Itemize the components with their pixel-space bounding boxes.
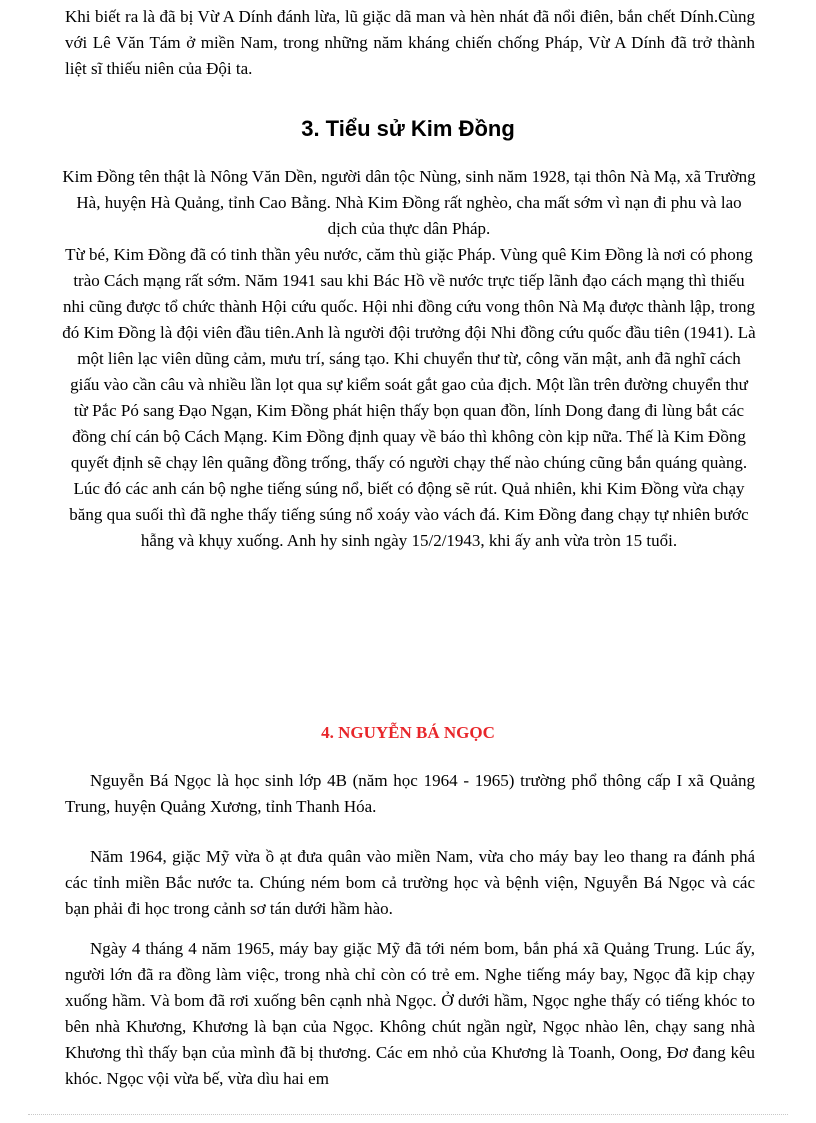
intro-paragraph: Khi biết ra là đã bị Vừ A Dính đánh lừa, lũ giặc dã man và hèn nhát đã nổi điên, bắn chết Dính.Cùng với Lê Văn Tám ở miền Nam, trong những năm kháng chiến chống Pháp, Vừ A Dính đã trở thành liệt sĩ thiếu niên của Đội ta.	[65, 7, 755, 78]
kim-dong-paragraph-1: Kim Đồng tên thật là Nông Văn Dền, người dân tộc Nùng, sinh năm 1928, tại thôn Nà Mạ, xã Trường Hà, huyện Hà Quảng, tỉnh Cao Bằng. Nhà Kim Đồng rất nghèo, cha mất sớm vì nạn đi phu và lao dịch của thực dân Pháp.	[62, 167, 756, 238]
section-3-heading: 3. Tiểu sử Kim Đồng	[301, 116, 515, 141]
section-3-body	[62, 164, 756, 554]
section-4-heading: 4. NGUYỄN BÁ NGỌC	[321, 723, 495, 742]
kim-dong-paragraph-2: Từ bé, Kim Đồng đã có tinh thần yêu nước, căm thù giặc Pháp. Vùng quê Kim Đồng là nơi có phong trào Cách mạng rất sớm. Năm 1941 sau khi Bác Hồ về nước trực tiếp lãnh đạo cách mạng thì thiếu nhi cũng được tổ chức thành Hội cứu quốc. Hội nhi đồng cứu vong thôn Nà Mạ được thành lập, trong đó Kim Đồng là đội viên đầu tiên.Anh là người đội trưởng đội Nhi đồng cứu quốc đầu tiên (1941). Là một liên lạc viên dũng cảm, mưu trí, sáng tạo. Khi chuyển thư từ, công văn mật, anh đã nghĩ cách giấu vào cần câu và nhiều lần lọt qua sự kiểm soát gắt gao của địch. Một lần trên đường chuyển thư từ Pắc Pó sang Đạo Ngạn, Kim Đồng phát hiện thấy bọn quan đồn, lính Dong đang đi lùng bắt các đồng chí cán bộ Cách Mạng. Kim Đồng định quay về báo thì không còn kịp nữa. Thế là Kim Đồng quyết định sẽ chạy lên quãng đồng trống, thấy có người chạy thế nào chúng cũng bắn quáng quàng. Lúc đó các anh cán bộ nghe tiếng súng nổ, biết có động sẽ rút. Quả nhiên, khi Kim Đồng vừa chạy băng qua suối thì đã nghe thấy tiếng súng nổ xoáy vào vách đá. Kim Đồng đang chạy tự nhiên bước hẫng và khụy xuống. Anh hy sinh ngày 15/2/1943, khi ấy anh vừa tròn 15 tuổi.	[62, 245, 756, 550]
nguyen-ba-ngoc-paragraph-1: Nguyễn Bá Ngọc là học sinh lớp 4B (năm học 1964 - 1965) trường phổ thông cấp I xã Quảng Trung, huyện Quảng Xương, tỉnh Thanh Hóa.	[65, 771, 755, 816]
nguyen-ba-ngoc-paragraph-3: Ngày 4 tháng 4 năm 1965, máy bay giặc Mỹ đã tới ném bom, bắn phá xã Quảng Trung. Lúc ấy, người lớn đã ra đồng làm việc, trong nhà chỉ còn có trẻ em. Nghe tiếng máy bay, Ngọc đã kịp chạy xuống hầm. Và bom đã rơi xuống bên cạnh nhà Ngọc. Ở dưới hầm, Ngọc nghe thấy có tiếng khóc to bên nhà Khương, Khương là bạn của Ngọc. Không chút ngần ngừ, Ngọc nhào lên, chạy sang nhà Khương thì thấy bạn của mình đã bị thương. Các em nhỏ của Khương là Toanh, Oong, Đơ đang kêu khóc. Ngọc vội vừa bế, vừa dìu hai em	[65, 939, 755, 1088]
nguyen-ba-ngoc-paragraph-2: Năm 1964, giặc Mỹ vừa ồ ạt đưa quân vào miền Nam, vừa cho máy bay leo thang ra đánh phá các tỉnh miền Bắc nước ta. Chúng ném bom cả trường học và bệnh viện, Nguyễn Bá Ngọc và các bạn phải đi học trong cảnh sơ tán dưới hầm hào.	[65, 847, 755, 918]
page-bottom-divider	[28, 1114, 788, 1115]
